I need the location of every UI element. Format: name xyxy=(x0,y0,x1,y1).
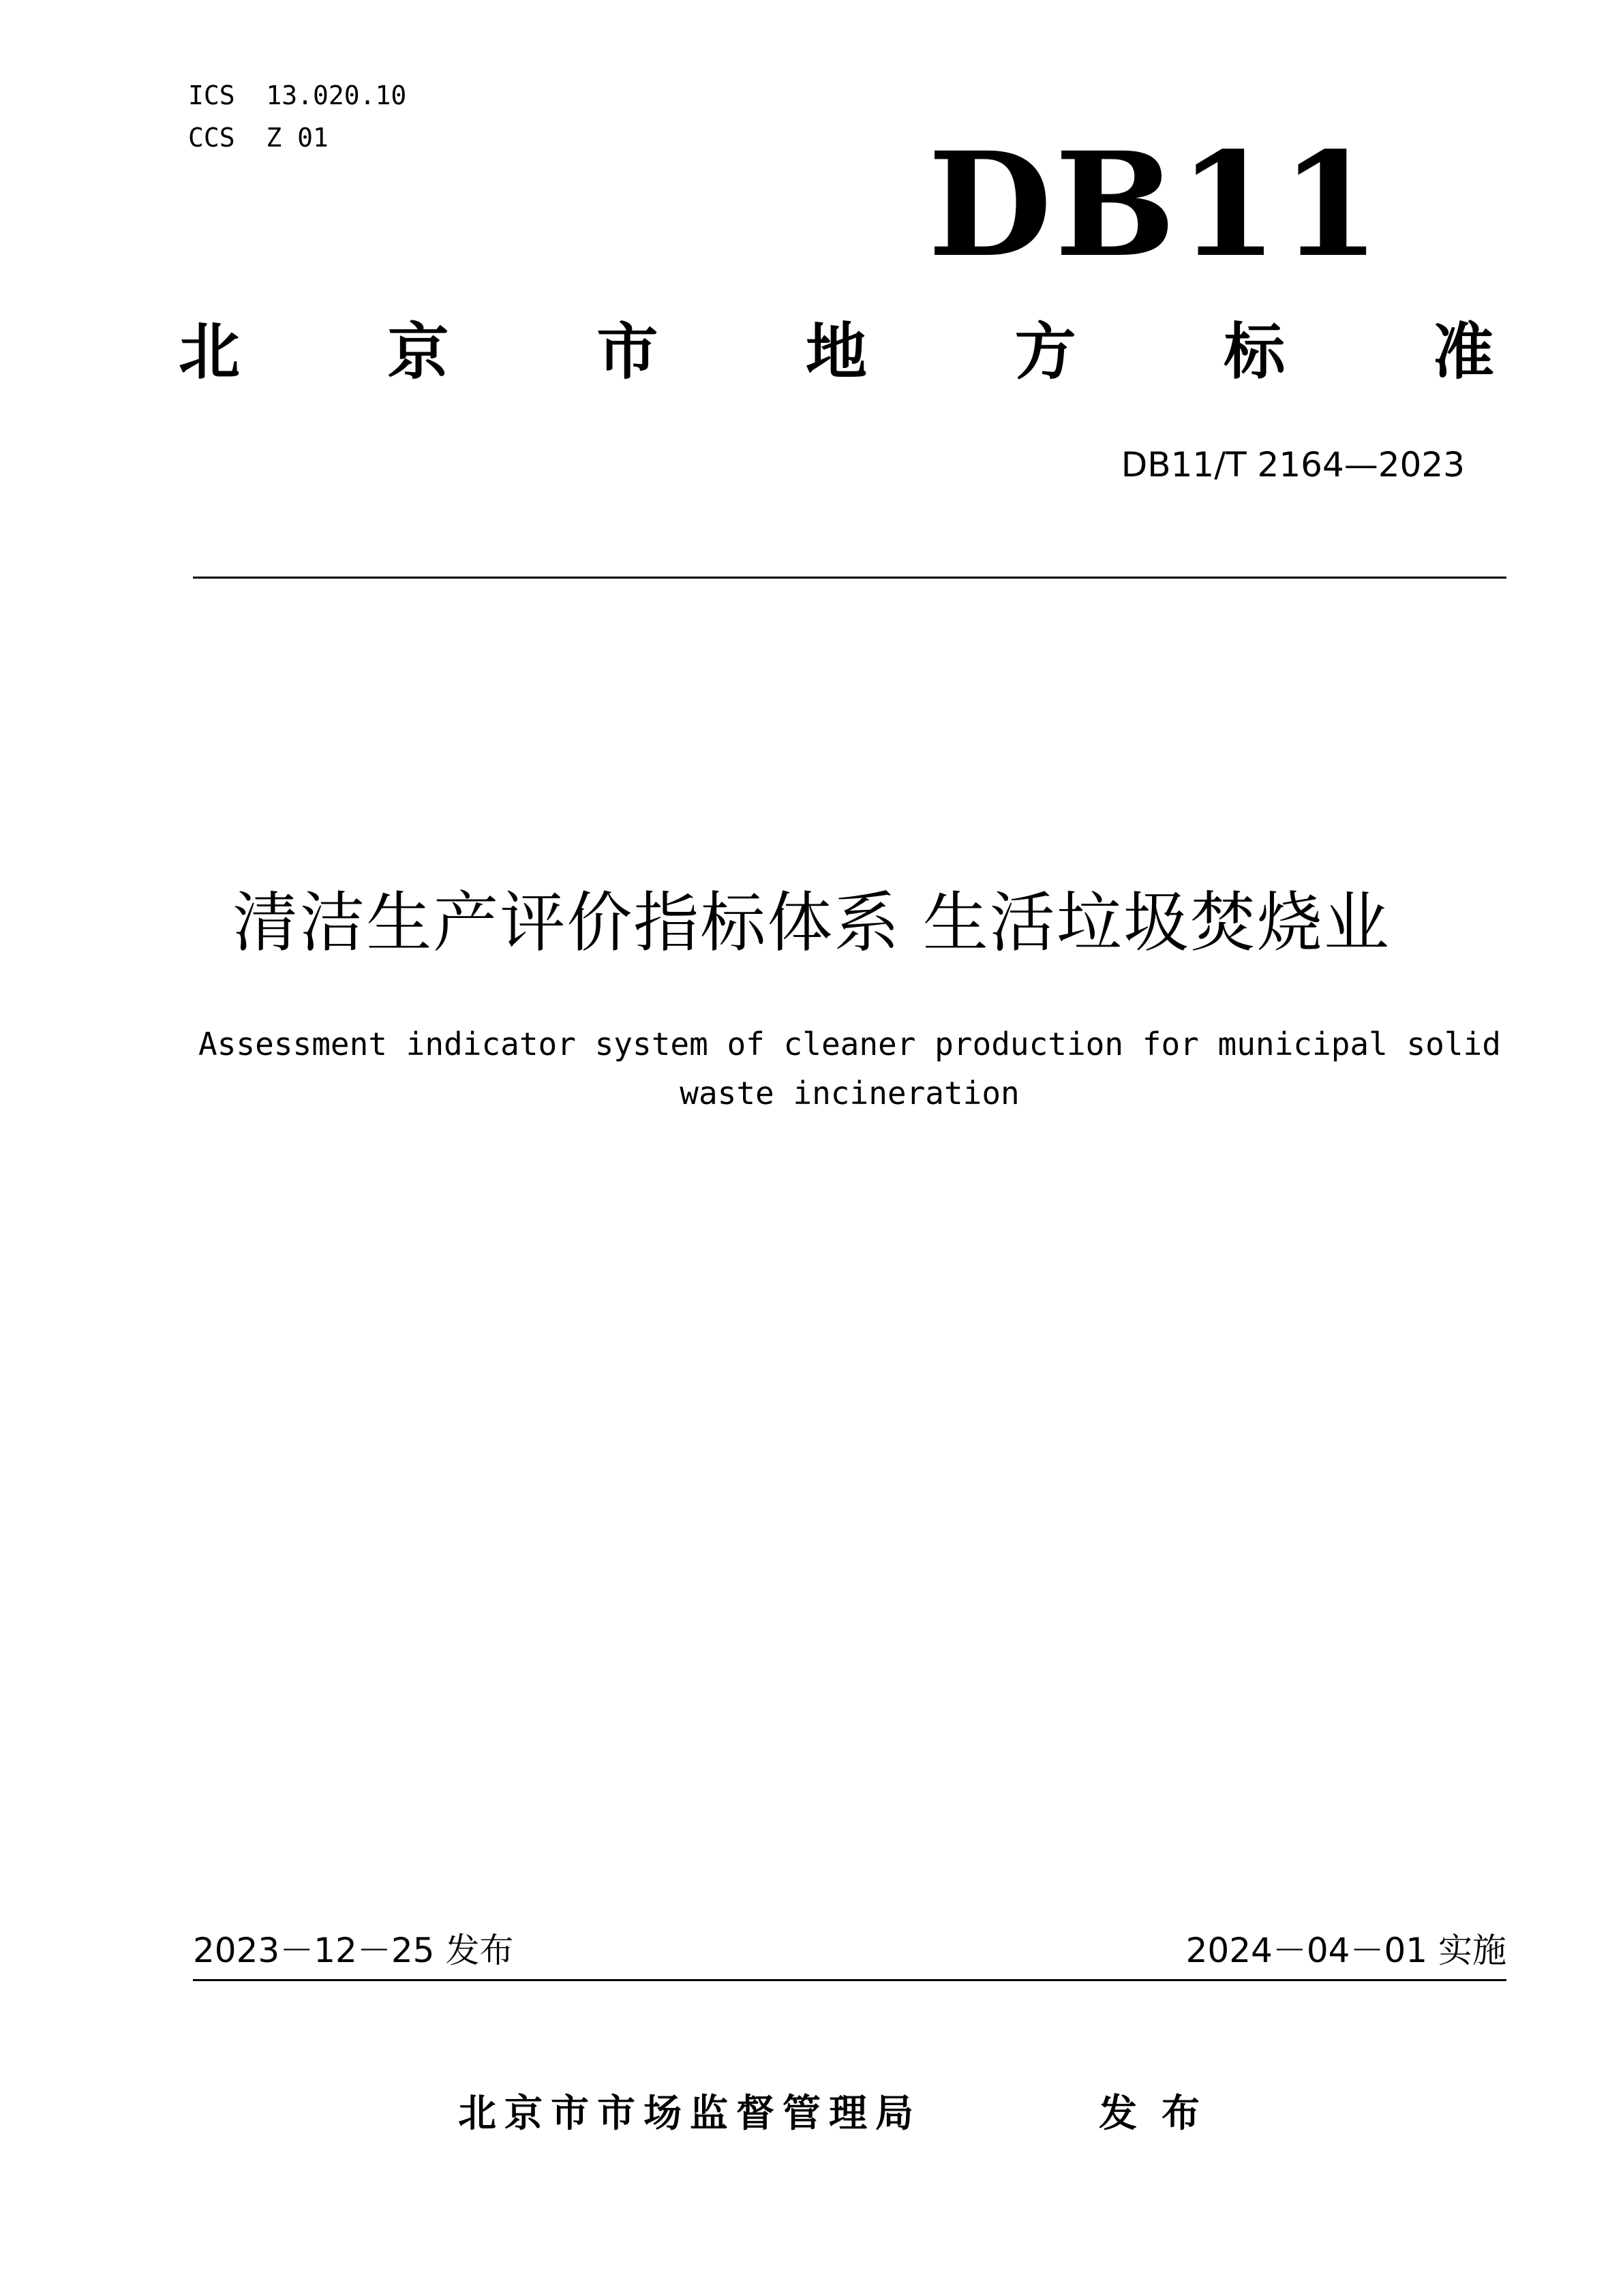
issue-date: 2023－12－25 发布 xyxy=(193,1931,514,1970)
standard-type-char: 准 xyxy=(1432,316,1494,388)
publish-label: 发布 xyxy=(1099,2092,1224,2136)
document-title-chinese: 清洁生产评价指标体系 生活垃圾焚烧业 xyxy=(232,885,1391,961)
ccs-code: CCS Z 01 xyxy=(188,123,329,153)
standard-type-char: 市 xyxy=(596,316,658,388)
document-title-english: Assessment indicator system of cleaner production for municipal solid waste incineration xyxy=(198,1026,1501,1112)
standard-number: DB11/T 2164—2023 xyxy=(1121,445,1465,485)
top-divider xyxy=(193,577,1506,579)
bottom-divider xyxy=(193,1979,1506,1981)
standard-type-char: 方 xyxy=(1014,316,1076,388)
standard-type-char: 京 xyxy=(387,316,449,388)
standard-type-char: 标 xyxy=(1224,316,1286,388)
ics-code: ICS 13.020.10 xyxy=(188,80,407,110)
implementation-date: 2024－04－01 实施 xyxy=(1185,1931,1506,1970)
standard-type-char: 北 xyxy=(179,316,240,388)
standard-type-char: 地 xyxy=(805,316,867,388)
db11-logo: DB11 xyxy=(928,121,1383,289)
standard-type-heading xyxy=(179,315,1494,390)
publisher-name: 北京市市场监督管理局 xyxy=(458,2092,922,2136)
